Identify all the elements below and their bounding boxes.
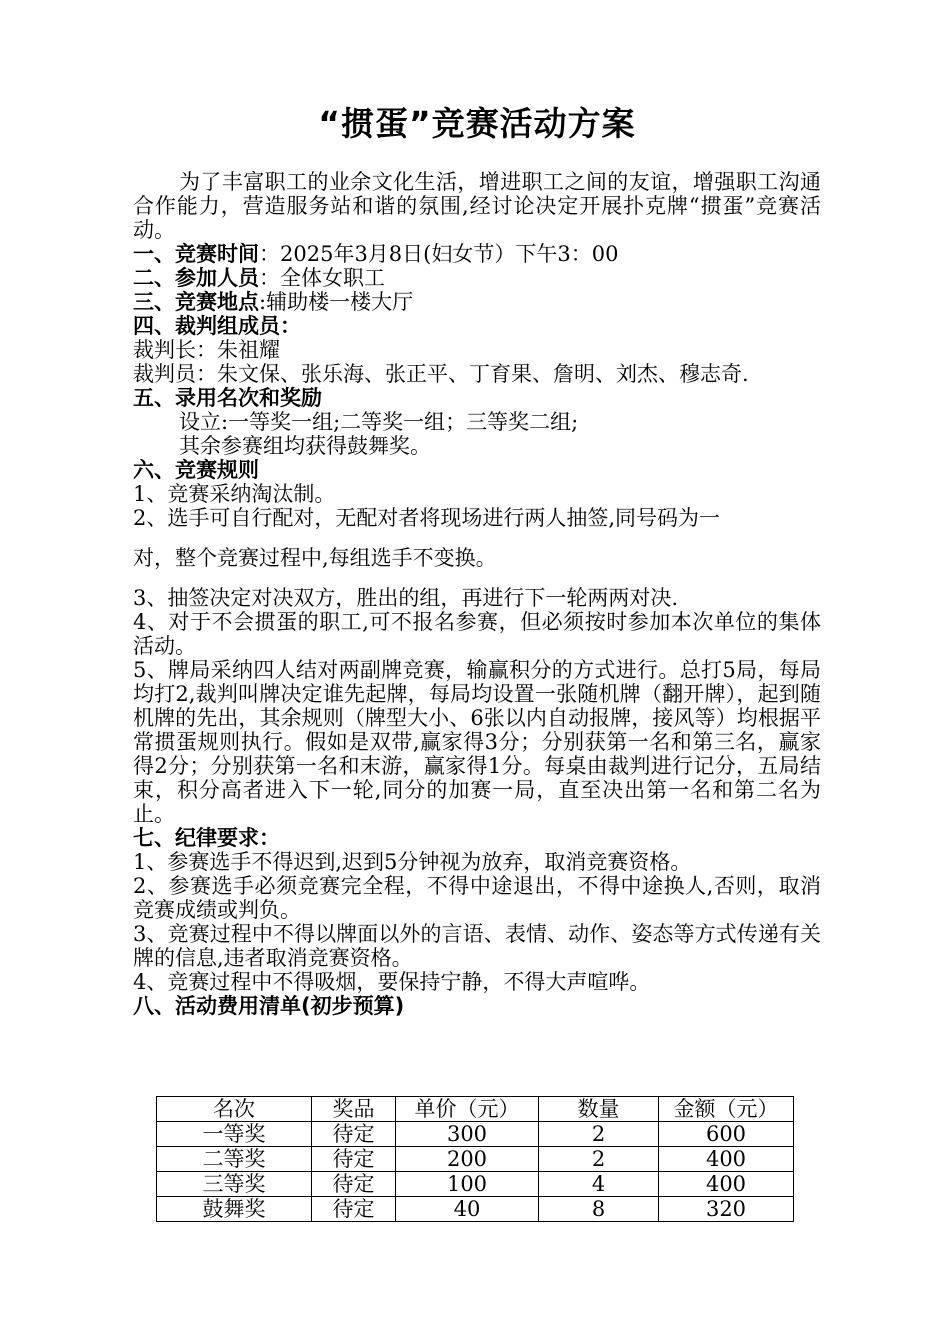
section-referees [133, 314, 821, 338]
cell-prize: 待定 [312, 1197, 396, 1222]
cell-unit-price: 100 [396, 1172, 539, 1197]
budget-table [156, 1096, 794, 1222]
cell-rank: 三等奖 [157, 1172, 312, 1197]
document-page [133, 100, 821, 1018]
section-text: ：全体女职工 [259, 266, 385, 290]
table-header-row [157, 1097, 794, 1122]
section-budget [133, 994, 821, 1018]
section-participants [133, 266, 821, 290]
section-heading: 二、参加人员 [133, 266, 259, 290]
document-title: “掼蛋”竞赛活动方案 [318, 104, 636, 143]
cell-prize: 待定 [312, 1172, 396, 1197]
cell-rank: 鼓舞奖 [157, 1197, 312, 1222]
cell-quantity: 8 [539, 1197, 659, 1222]
rule-4: 4、对于不会掼蛋的职工,可不报名参赛，但必须按时参加本次单位的集体活动。 [133, 610, 821, 658]
rule-5: 5、牌局采纳四人结对两副牌竞赛，输赢积分的方式进行。总打5局，每局均打2,裁判叫牌决定谁先起牌，每局均设置一张随机牌（翻开牌），起到随机牌的先出，其余规则（牌型大小、6张以内自动报牌，接风等）均根据平常掼蛋规则执行。假如是双带,赢家得3分；分别获第一名和第三名，赢家得2分；分别获第一名和末游，赢家得1分。每桌由裁判进行记分，五局结束，积分高者进入下一轮,同分的加赛一局，直至决出第一名和第二名为止。 [133, 658, 821, 826]
col-prize: 奖品 [312, 1097, 396, 1122]
cell-prize: 待定 [312, 1147, 396, 1172]
cell-amount: 400 [659, 1147, 794, 1172]
awards-line-2: 其余参赛组均获得鼓舞奖。 [179, 434, 431, 458]
cell-unit-price: 40 [396, 1197, 539, 1222]
section-time [133, 242, 821, 266]
table-row [157, 1147, 794, 1172]
cell-quantity: 2 [539, 1122, 659, 1147]
discipline-2: 2、参赛选手必须竞赛完全程，不得中途退出，不得中途换人,否则，取消竞赛成绩或判负。 [133, 874, 821, 922]
cell-quantity: 2 [539, 1147, 659, 1172]
discipline-4: 4、竞赛过程中不得吸烟，要保持宁静，不得大声喧哗。 [133, 970, 651, 994]
rule-2a: 2、选手可自行配对，无配对者将现场进行两人抽签,同号码为一 [133, 506, 721, 530]
section-discipline [133, 826, 821, 850]
rule-1: 1、竞赛采纳淘汰制。 [133, 482, 336, 506]
chief-referee: 裁判长：朱祖耀 [133, 338, 280, 362]
section-text: ： [280, 314, 301, 338]
cell-amount: 320 [659, 1197, 794, 1222]
referee-list: 裁判员：朱文保、张乐海、张正平、丁育果、詹明、刘杰、穆志奇. [133, 362, 749, 386]
section-heading: 八、活动费用清单(初步预算) [133, 994, 405, 1018]
section-heading: 七、纪律要求 [133, 826, 259, 850]
rule-3: 3、抽签决定对决双方，胜出的组，再进行下一轮两两对决. [133, 586, 679, 610]
cell-unit-price: 300 [396, 1122, 539, 1147]
discipline-1: 1、参赛选手不得迟到,迟到5分钟视为放弃，取消竞赛资格。 [133, 850, 692, 874]
discipline-3: 3、竞赛过程中不得以牌面以外的言语、表情、动作、姿态等方式传递有关牌的信息,违者取消竞赛资格。 [133, 922, 821, 970]
section-heading: 五、录用名次和奖励 [133, 386, 322, 410]
rule-2b: 对，整个竞赛过程中,每组选手不变换。 [133, 546, 497, 570]
section-venue [133, 290, 821, 314]
cell-unit-price: 200 [396, 1147, 539, 1172]
section-text: :辅助楼一楼大厅 [259, 290, 414, 314]
section-heading: 三、竞赛地点 [133, 290, 259, 314]
table-row [157, 1122, 794, 1147]
section-text: ： [259, 826, 280, 850]
cell-amount: 600 [659, 1122, 794, 1147]
cell-prize: 待定 [312, 1122, 396, 1147]
intro-paragraph: 为了丰富职工的业余文化生活，增进职工之间的友谊，增强职工沟通合作能力，营造服务站和谐的氛围,经讨论决定开展扑克牌“掼蛋”竞赛活动。 [133, 170, 821, 242]
table-row [157, 1197, 794, 1222]
col-quantity: 数量 [539, 1097, 659, 1122]
col-amount: 金额（元） [659, 1097, 794, 1122]
cell-rank: 一等奖 [157, 1122, 312, 1147]
section-heading: 一、竞赛时间 [133, 242, 259, 266]
cell-rank: 二等奖 [157, 1147, 312, 1172]
col-rank: 名次 [157, 1097, 312, 1122]
section-heading: 六、竞赛规则 [133, 458, 259, 482]
section-heading: 四、裁判组成员 [133, 314, 280, 338]
section-text: ：2025年3月8日(妇女节）下午3：00 [259, 242, 619, 266]
section-awards [133, 386, 821, 410]
section-rules [133, 458, 821, 482]
table-row [157, 1172, 794, 1197]
awards-line-1: 设立:一等奖一组;二等奖一组；三等奖二组; [179, 410, 579, 434]
col-unit-price: 单价（元） [396, 1097, 539, 1122]
cell-amount: 400 [659, 1172, 794, 1197]
cell-quantity: 4 [539, 1172, 659, 1197]
